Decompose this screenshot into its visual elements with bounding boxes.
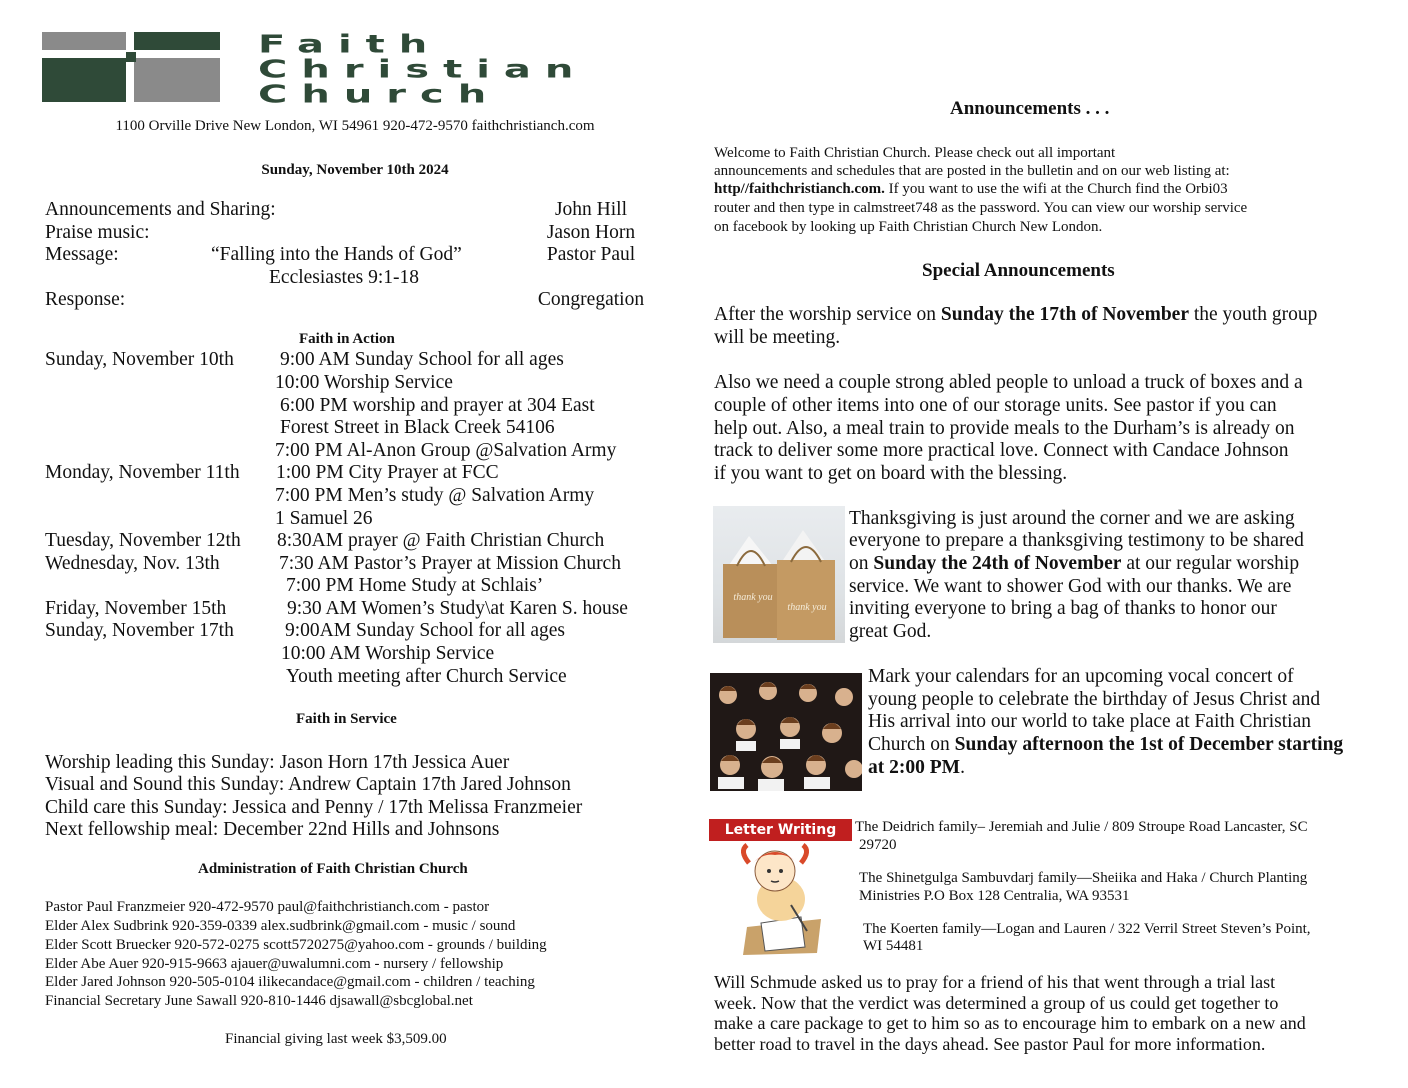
concert-text: . — [960, 757, 965, 778]
special-announcements-heading: Special Announcements — [922, 260, 1115, 281]
youth-line: will be meeting. — [714, 327, 841, 348]
welcome-line: announcements and schedules that are posted in the bulletin and on our web listing at: — [714, 163, 1230, 179]
schedule-event: 7:00 PM Men’s study @ Salvation Army — [275, 485, 595, 506]
schedule-day: Monday, November 11th — [45, 462, 240, 483]
concert-line — [868, 734, 1343, 757]
schedule-event: 10:00 Worship Service — [275, 372, 453, 393]
service-person: Pastor Paul — [546, 244, 636, 265]
thanks-line: great God. — [849, 621, 932, 642]
schedule-event: Youth meeting after Church Service — [286, 666, 567, 687]
logo-word-1: Faith — [258, 30, 442, 59]
schedule-day: Sunday, November 10th — [45, 349, 234, 370]
welcome-line: router and then type in calmstreet748 as the password. You can view our worship service — [714, 200, 1248, 216]
schedule-day: Sunday, November 17th — [45, 620, 234, 641]
service-assignment: Next fellowship meal: December 22nd Hills and Johnsons — [45, 819, 500, 840]
help-line: Also we need a couple strong abled people to unload a truck of boxes and a — [714, 372, 1303, 393]
thanks-text: on — [849, 553, 874, 574]
financial-giving: Financial giving last week $3,509.00 — [225, 1031, 447, 1047]
logo-word-2: Christian — [258, 55, 588, 84]
schedule-event: 8:30AM prayer @ Faith Christian Church — [277, 530, 605, 551]
schedule-day: Wednesday, Nov. 13th — [45, 553, 220, 574]
bulletin-date: Sunday, November 10th 2024 — [261, 162, 449, 178]
youth-date: Sunday the 17th of November — [940, 304, 1189, 325]
faith-in-action-heading: Faith in Action — [299, 331, 395, 347]
concert-line: young people to celebrate the birthday of Jesus Christ and — [868, 689, 1321, 710]
schedule-day: Tuesday, November 12th — [45, 530, 241, 551]
prayer-line: Will Schmude asked us to pray for a friend of his that went through a trial last — [714, 972, 1276, 992]
family-address: Ministries P.O Box 128 Centralia, WA 93531 — [859, 888, 1130, 904]
announcements-heading: Announcements . . . — [950, 98, 1110, 119]
service-label: Praise music: — [45, 222, 150, 243]
concert-line: Mark your calendars for an upcoming vocal concert of — [868, 666, 1294, 687]
thanks-line: Thanksgiving is just around the corner and we are asking — [849, 508, 1295, 529]
help-line: if you want to get on board with the blessing. — [714, 463, 1068, 484]
faith-in-service-heading: Faith in Service — [296, 711, 397, 727]
schedule-event: 9:00 AM Sunday School for all ages — [280, 349, 564, 370]
welcome-text: If you want to use the wifi at the Church find the Orbi03 — [884, 181, 1228, 197]
youth-text: the youth group — [1188, 304, 1318, 325]
admin-contact: Elder Alex Sudbrink 920-359-0339 alex.sudbrink@gmail.com - music / sound — [45, 918, 516, 934]
prayer-line: week. Now that the verdict was determined a group of us could get together to — [714, 993, 1279, 1013]
message-scripture: Ecclesiastes 9:1-18 — [269, 267, 419, 288]
concert-line — [868, 757, 965, 780]
admin-contact: Financial Secretary June Sawall 920-810-1446 djsawall@sbcglobal.net — [45, 993, 473, 1009]
schedule-event: 9:30 AM Women’s Study\at Karen S. house — [287, 598, 628, 619]
schedule-event: 7:00 PM Al-Anon Group @Salvation Army — [275, 440, 617, 461]
concert-line: His arrival into our world to take place at Faith Christian — [868, 711, 1311, 732]
schedule-event: Forest Street in Black Creek 54106 — [280, 417, 555, 438]
service-label: Response: — [45, 289, 126, 310]
child-writing-icon — [709, 841, 852, 957]
bag-label: thank you — [787, 602, 827, 613]
bag-label: thank you — [733, 592, 773, 603]
admin-contact: Elder Scott Bruecker 920-572-0275 scott5720275@yahoo.com - grounds / building — [45, 937, 547, 953]
church-address: 1100 Orville Drive New London, WI 54961 920-472-9570 faithchristianch.com — [115, 118, 595, 134]
family-address: The Koerten family—Logan and Lauren / 322 Verril Street Steven’s Point, — [863, 921, 1311, 937]
message-title: “Falling into the Hands of God” — [211, 244, 462, 265]
admin-contact: Pastor Paul Franzmeier 920-472-9570 paul@faithchristianch.com - pastor — [45, 899, 490, 915]
choir-image — [710, 673, 862, 791]
concert-time: at 2:00 PM — [868, 757, 961, 778]
schedule-event: 7:00 PM Home Study at Schlais’ — [286, 575, 544, 596]
prayer-line: better road to travel in the days ahead. See pastor Paul for more information. — [714, 1034, 1266, 1054]
thanks-text: at our regular worship — [1121, 553, 1300, 574]
welcome-line: on facebook by looking up Faith Christian Church New London. — [714, 219, 1103, 235]
service-assignment: Child care this Sunday: Jessica and Penny / 17th Melissa Franzmeier — [45, 797, 583, 818]
church-logo — [40, 30, 670, 108]
family-address: The Shinetgulga Sambuvdarj family—Sheiika and Haka / Church Planting — [859, 870, 1308, 886]
welcome-line: Welcome to Faith Christian Church. Please check out all important — [714, 145, 1116, 161]
service-label: Announcements and Sharing: — [45, 199, 276, 220]
logo-mark-icon — [40, 30, 225, 106]
schedule-event: 10:00 AM Worship Service — [281, 643, 495, 664]
website-link[interactable]: http//faithchristianch.com. — [714, 181, 885, 197]
schedule-event: 9:00AM Sunday School for all ages — [285, 620, 566, 641]
youth-text: After the worship service on — [714, 304, 941, 325]
thanks-line: everyone to prepare a thanksgiving testimony to be shared — [849, 530, 1304, 551]
thank-you-bags-image — [713, 506, 845, 643]
schedule-day: Friday, November 15th — [45, 598, 227, 619]
schedule-event: 7:30 AM Pastor’s Prayer at Mission Church — [279, 553, 621, 574]
family-address: The Deidrich family– Jeremiah and Julie / 809 Stroupe Road Lancaster, SC — [855, 819, 1308, 835]
service-assignment: Visual and Sound this Sunday: Andrew Captain 17th Jared Johnson — [45, 774, 571, 795]
schedule-event: 6:00 PM worship and prayer at 304 East — [280, 395, 595, 416]
help-line: help out. Also, a meal train to provide meals to the Durham’s is already on — [714, 418, 1295, 439]
schedule-event: 1:00 PM City Prayer at FCC — [276, 462, 499, 483]
service-person: Jason Horn — [546, 222, 636, 243]
family-address: 29720 — [859, 837, 897, 853]
thanks-line: inviting everyone to bring a bag of thanks to honor our — [849, 598, 1277, 619]
logo-word-3: Church — [258, 80, 501, 109]
admin-contact: Elder Jared Johnson 920-505-0104 ilikecandace@gmail.com - children / teaching — [45, 974, 535, 990]
youth-line — [714, 304, 1317, 327]
service-assignment: Worship leading this Sunday: Jason Horn 17th Jessica Auer — [45, 752, 510, 773]
concert-text: Church on — [868, 734, 955, 755]
thanks-line — [849, 553, 1299, 576]
admin-contact: Elder Abe Auer 920-915-9663 ajauer@uwalumni.com - nursery / fellowship — [45, 956, 504, 972]
prayer-line: make a care package to get to him so as to encourage him to embark on a new and — [714, 1013, 1306, 1033]
help-line: track to deliver some more practical love. Connect with Candace Johnson — [714, 440, 1289, 461]
thanks-date: Sunday the 24th of November — [873, 553, 1122, 574]
concert-date: Sunday afternoon the 1st of December starting — [954, 734, 1344, 755]
service-person: Congregation — [537, 289, 645, 310]
thanks-line: service. We want to shower God with our thanks. We are — [849, 576, 1292, 597]
family-address: WI 54481 — [863, 938, 924, 954]
service-label: Message: — [45, 244, 119, 265]
welcome-line — [714, 180, 1228, 199]
schedule-event: 1 Samuel 26 — [275, 508, 373, 529]
service-person: John Hill — [554, 199, 628, 220]
help-line: couple of other items into one of our storage units. See pastor if you can — [714, 395, 1277, 416]
letter-writing-graphic — [709, 819, 852, 957]
letter-writing-label: Letter Writing — [709, 819, 852, 841]
administration-heading: Administration of Faith Christian Church — [198, 861, 468, 877]
